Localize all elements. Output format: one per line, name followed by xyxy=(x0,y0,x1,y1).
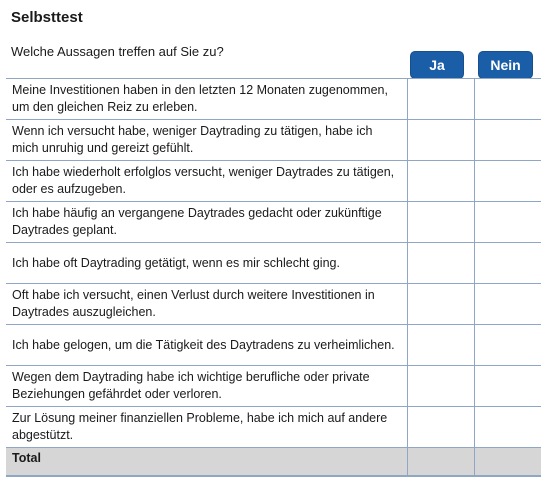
statement-text: Ich habe gelogen, um die Tätigkeit des Daytradens zu verheimlichen. xyxy=(6,325,407,366)
nein-cell[interactable] xyxy=(474,120,541,161)
page-title: Selbsttest xyxy=(11,9,83,26)
nein-total-cell xyxy=(474,448,541,476)
ja-cell[interactable] xyxy=(407,325,474,366)
nein-cell[interactable] xyxy=(474,284,541,325)
statement-text: Oft habe ich versucht, einen Verlust durch weitere Investitionen in Daytrades auszugleichen. xyxy=(6,284,407,325)
statement-text: Zur Lösung meiner finanziellen Probleme, habe ich mich auf andere abgestützt. xyxy=(6,407,407,448)
nein-button[interactable]: Nein xyxy=(478,51,533,79)
ja-cell[interactable] xyxy=(407,243,474,284)
nein-cell[interactable] xyxy=(474,325,541,366)
statement-text: Ich habe häufig an vergangene Daytrades gedacht oder zukünftige Daytrades geplant. xyxy=(6,202,407,243)
table-row xyxy=(6,79,541,120)
nein-cell[interactable] xyxy=(474,79,541,120)
table-row xyxy=(6,366,541,407)
ja-cell[interactable] xyxy=(407,79,474,120)
table-row xyxy=(6,325,541,366)
nein-cell[interactable] xyxy=(474,366,541,407)
table-row xyxy=(6,120,541,161)
table-row xyxy=(6,407,541,448)
statement-text: Meine Investitionen haben in den letzten 12 Monaten zugenommen, um den gleichen Reiz zu erleben. xyxy=(6,79,407,120)
statement-text: Wegen dem Daytrading habe ich wichtige berufliche oder private Beziehungen gefährdet oder verloren. xyxy=(6,366,407,407)
table-row xyxy=(6,161,541,202)
statement-text: Ich habe oft Daytrading getätigt, wenn es mir schlecht ging. xyxy=(6,243,407,284)
total-row xyxy=(6,448,541,476)
nein-cell[interactable] xyxy=(474,243,541,284)
ja-cell[interactable] xyxy=(407,161,474,202)
table-row xyxy=(6,284,541,325)
ja-cell[interactable] xyxy=(407,366,474,407)
ja-button[interactable]: Ja xyxy=(410,51,464,79)
self-test-table xyxy=(6,78,541,477)
total-label: Total xyxy=(6,448,407,476)
ja-cell[interactable] xyxy=(407,284,474,325)
ja-cell[interactable] xyxy=(407,202,474,243)
table-row xyxy=(6,202,541,243)
nein-cell[interactable] xyxy=(474,407,541,448)
table-row xyxy=(6,243,541,284)
question-text: Welche Aussagen treffen auf Sie zu? xyxy=(11,44,224,59)
ja-total-cell xyxy=(407,448,474,476)
ja-cell[interactable] xyxy=(407,407,474,448)
nein-cell[interactable] xyxy=(474,161,541,202)
statement-text: Ich habe wiederholt erfolglos versucht, weniger Daytrades zu tätigen, oder es aufzugeben. xyxy=(6,161,407,202)
nein-cell[interactable] xyxy=(474,202,541,243)
ja-cell[interactable] xyxy=(407,120,474,161)
statement-text: Wenn ich versucht habe, weniger Daytrading zu tätigen, habe ich mich unruhig und gereizt gefühlt. xyxy=(6,120,407,161)
